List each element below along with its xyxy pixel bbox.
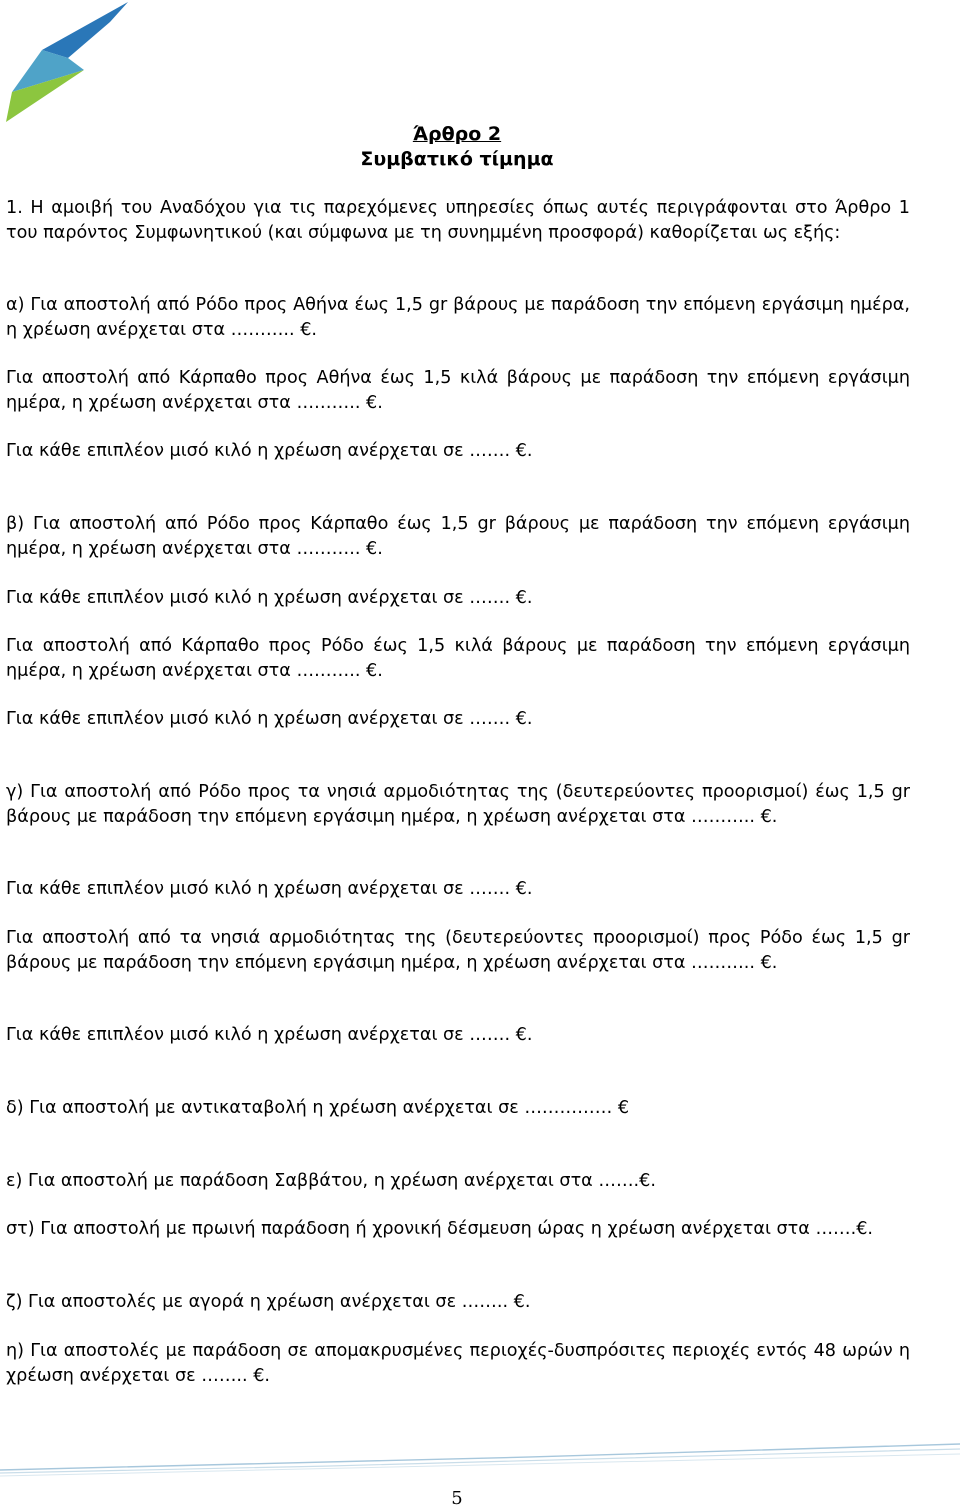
paragraph-h-remote-areas: η) Για αποστολές με παράδοση σε απομακρυσμένες περιοχές-δυσπρόσιτες περιοχές εντός 48 ωρών η χρέωση ανέρχεται σε …….. €. bbox=[6, 1341, 910, 1386]
paragraph-extra-half-kilo: Για κάθε επιπλέον μισό κιλό η χρέωση ανέρχεται σε ……. €. bbox=[6, 709, 533, 729]
paragraph-extra-half-kilo: Για κάθε επιπλέον μισό κιλό η χρέωση ανέρχεται σε ……. €. bbox=[6, 441, 533, 461]
paragraph-c-rhodes-islands: γ) Για αποστολή από Ρόδο προς τα νησιά αρμοδιότητας της (δευτερεύοντες προορισμοί) έως 1,5 gr βάρους με παράδοση την επόμενη εργάσιμη ημέρα, η χρέωση ανέρχεται στα ……….. €. bbox=[6, 782, 910, 827]
paragraph-a-rhodes-athens: α) Για αποστολή από Ρόδο προς Αθήνα έως 1,5 gr βάρους με παράδοση την επόμενη εργάσιμη ημέρα, η χρέωση ανέρχεται στα ……….. €. bbox=[6, 295, 910, 340]
paragraph-extra-half-kilo: Για κάθε επιπλέον μισό κιλό η χρέωση ανέρχεται σε ……. €. bbox=[6, 879, 533, 899]
paragraph-st-morning-delivery: στ) Για αποστολή με πρωινή παράδοση ή χρονική δέσμευση ώρας η χρέωση ανέρχεται στα …….€. bbox=[6, 1219, 874, 1239]
page-number: 5 bbox=[451, 1488, 463, 1509]
article-number: Άρθρο 2 bbox=[412, 123, 502, 145]
article-title: Συμβατικό τίμημα bbox=[360, 148, 554, 170]
paragraph-b-rhodes-karpathos: β) Για αποστολή από Ρόδο προς Κάρπαθο έως 1,5 gr βάρους με παράδοση την επόμενη εργάσιμη ημέρα, η χρέωση ανέρχεται στα ……….. €. bbox=[6, 514, 910, 559]
paragraph-islands-rhodes: Για αποστολή από τα νησιά αρμοδιότητας της (δευτερεύοντες προορισμοί) προς Ρόδο έως 1,5 gr βάρους με παράδοση την επόμενη εργάσιμη ημέρα, η χρέωση ανέρχεται στα ……….. €. bbox=[6, 928, 910, 973]
paragraph-extra-half-kilo: Για κάθε επιπλέον μισό κιλό η χρέωση ανέρχεται σε ……. €. bbox=[6, 1025, 533, 1045]
footer-decorative-lines bbox=[0, 1440, 960, 1480]
paragraph-extra-half-kilo: Για κάθε επιπλέον μισό κιλό η χρέωση ανέρχεται σε ……. €. bbox=[6, 588, 533, 608]
paragraph-z-purchase: ζ) Για αποστολές με αγορά η χρέωση ανέρχεται σε …….. €. bbox=[6, 1292, 531, 1312]
paragraph-karpathos-athens: Για αποστολή από Κάρπαθο προς Αθήνα έως 1,5 κιλά βάρους με παράδοση την επόμενη εργάσιμη ημέρα, η χρέωση ανέρχεται στα ……….. €. bbox=[6, 368, 910, 413]
paragraph-e-saturday-delivery: ε) Για αποστολή με παράδοση Σαββάτου, η χρέωση ανέρχεται στα …….€. bbox=[6, 1171, 656, 1191]
paragraph-karpathos-rhodes: Για αποστολή από Κάρπαθο προς Ρόδο έως 1,5 κιλά βάρους με παράδοση την επόμενη εργάσιμη ημέρα, η χρέωση ανέρχεται στα ……….. €. bbox=[6, 636, 910, 681]
paragraph-d-cash-on-delivery: δ) Για αποστολή με αντικαταβολή η χρέωση ανέρχεται σε …………… € bbox=[6, 1098, 630, 1118]
company-logo-icon bbox=[2, 0, 132, 128]
paragraph-intro: 1. Η αμοιβή του Αναδόχου για τις παρεχόμενες υπηρεσίες όπως αυτές περιγράφονται στο Άρθρο 1 του παρόντος Συμφωνητικού (και σύμφωνα με τη συνημμένη προσφορά) καθορίζεται ως εξής: bbox=[6, 198, 910, 243]
